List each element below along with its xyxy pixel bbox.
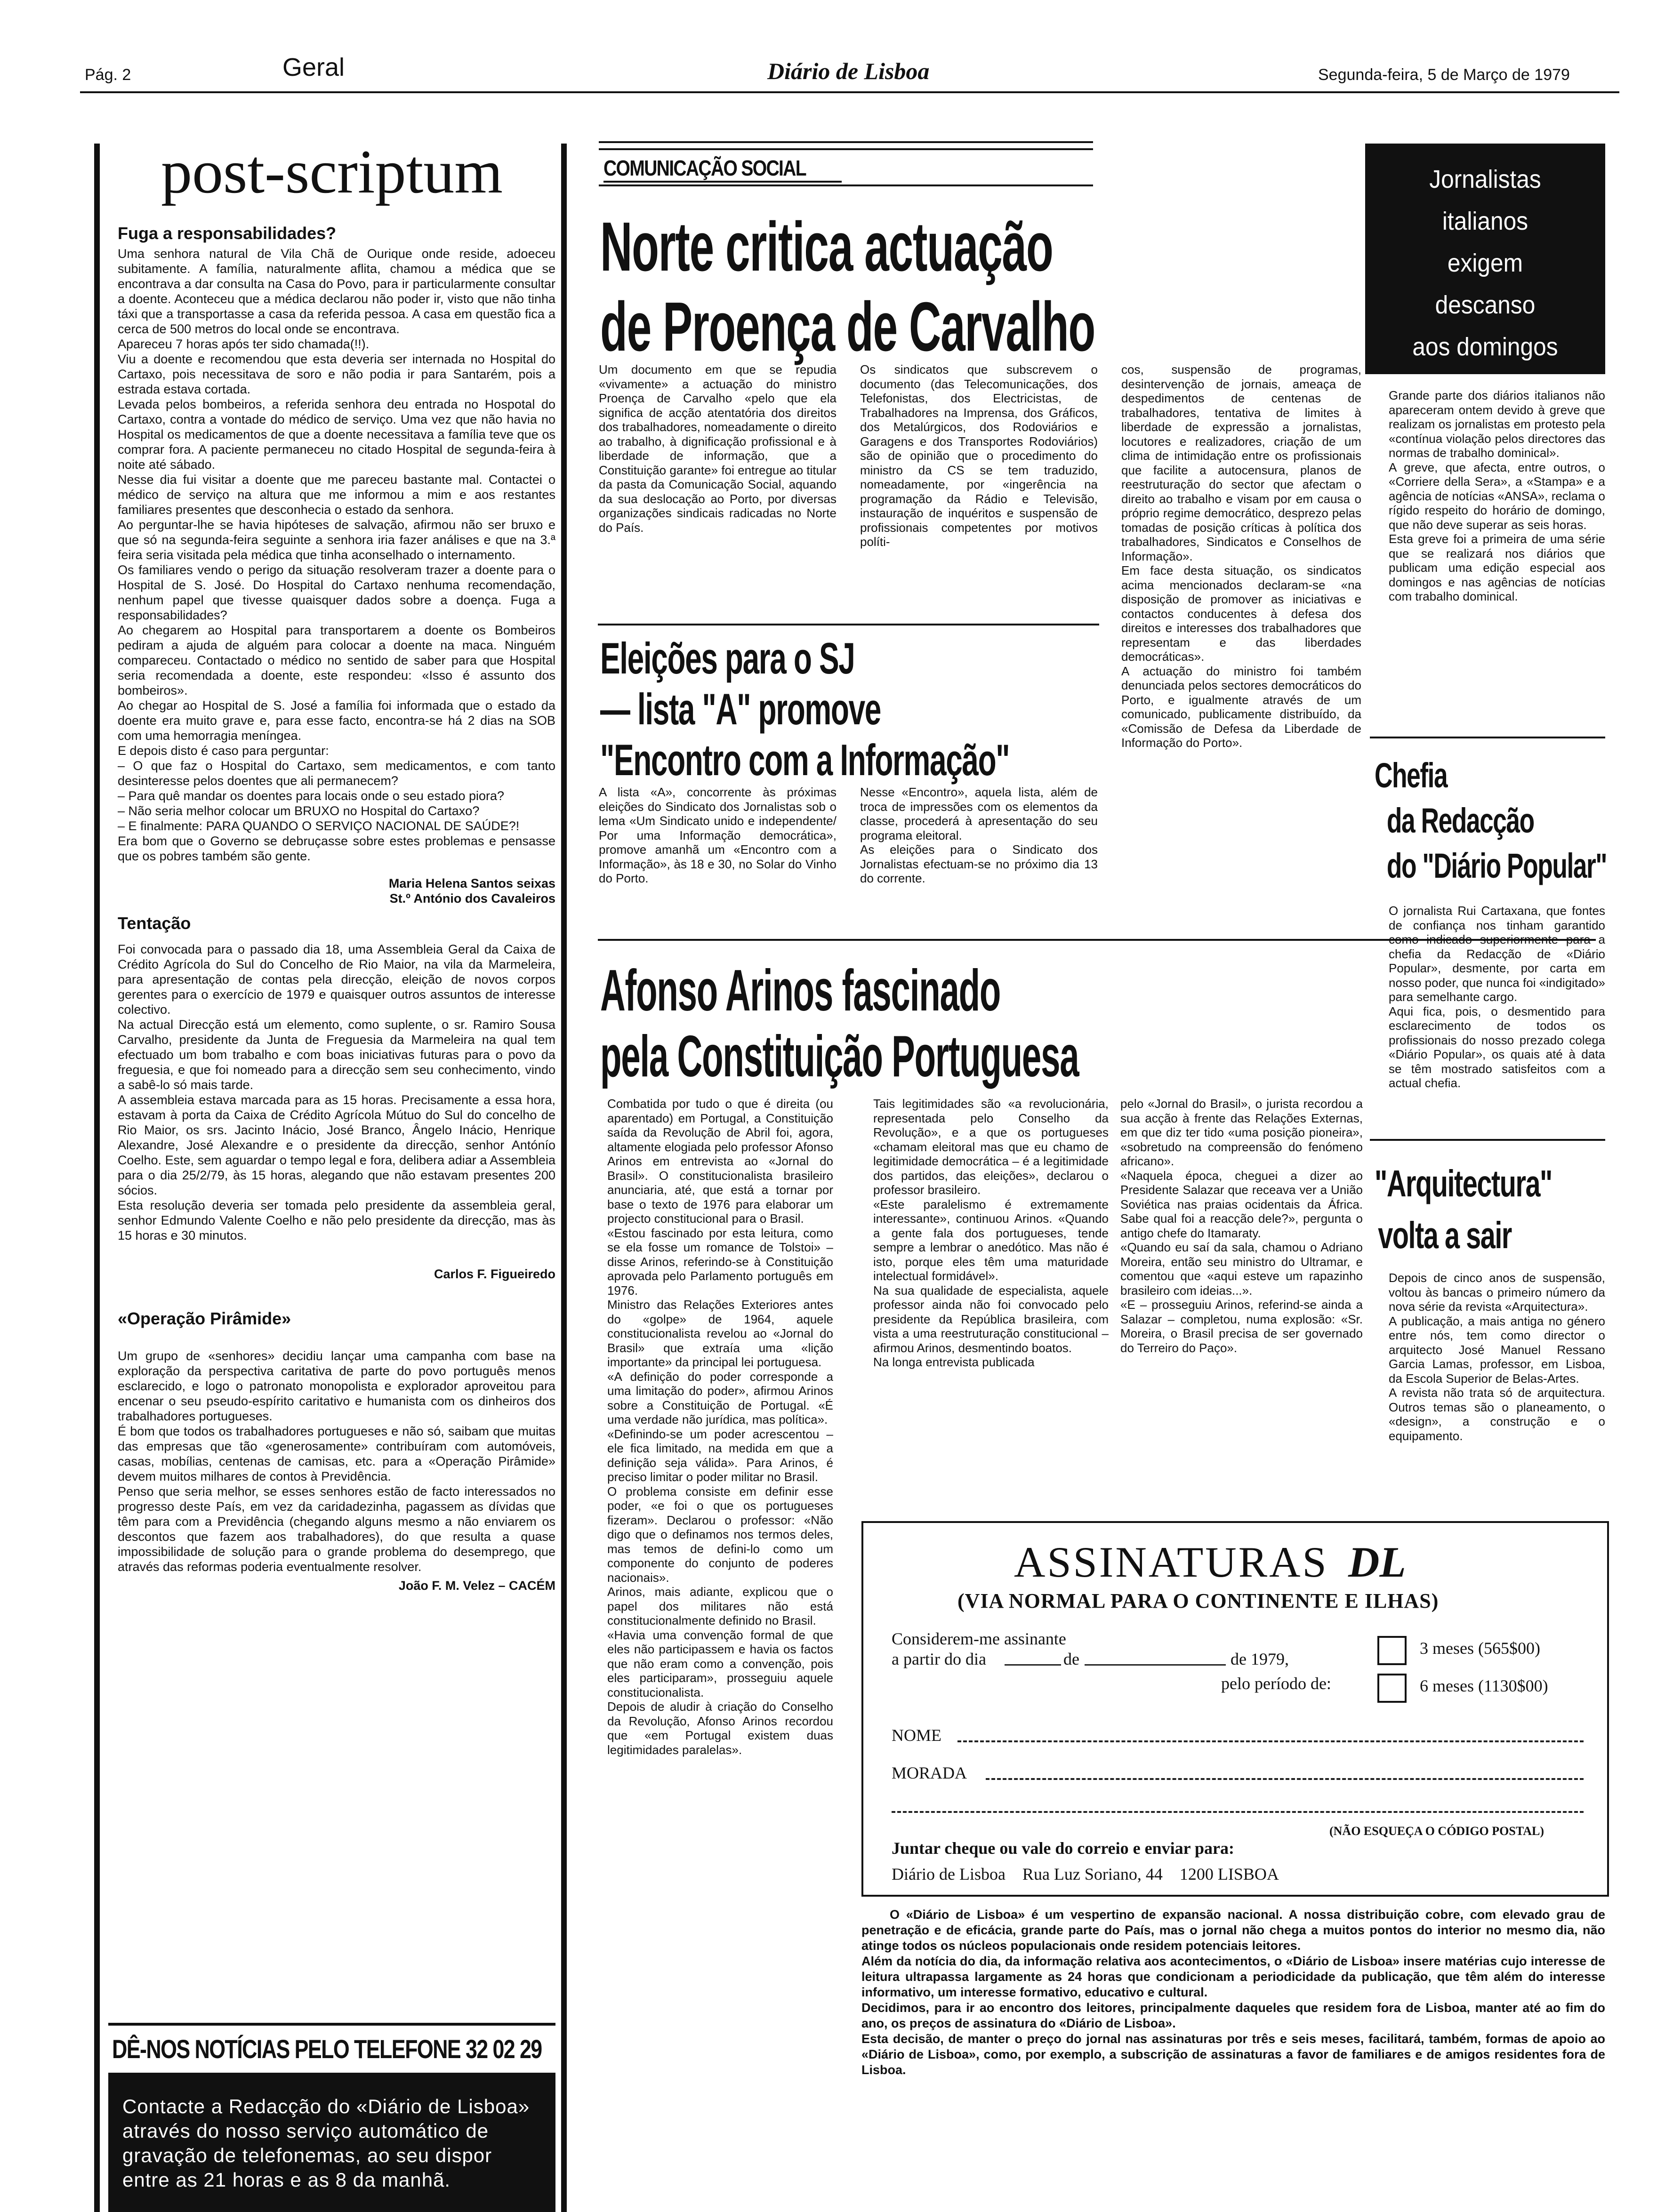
- article1-headline: [600, 207, 1118, 367]
- postscriptum-title: post-scriptum: [161, 137, 503, 206]
- option-6-months-checkbox[interactable]: [1377, 1674, 1407, 1703]
- send-instructions: Juntar cheque ou vale do correio e enviar para:: [892, 1839, 1234, 1858]
- form-line-1: Considerem-me assinante: [892, 1629, 1066, 1648]
- article3-col1: Combatida por tudo o que é direita (ou aparentado) em Portugal, a Constituição saída da Revolução de Abril foi, agora, altamente elogiada pelo professor Afonso Arinos em entrevista ao «Jornal do Brasil». O constitucionalista brasileiro anunciaria, até, que está a tornar por base o texto de 1976 para elaborar um projecto constitucional para o Brasil. «Estou fascinado por esta leitura, como se ela fosse um romance de Tolstoi» – disse Arinos, referindo-se à Constituição aprovada pelo Parlamento português em 1976. Ministro das Relações Exteriores antes do «golpe» de 1964, aquele constitucionalista revelou ao «Jornal do Brasil» que extraía uma «lição importante» da principal lei portuguesa. «A definição do poder corresponde a uma limitação do poder», afirmou Arinos sobre a Constituição de Portugal. «É uma verdade não jurídica, mas política». «Definindo-se um poder acrescentou – ele fica limitado, na medida em que a definição seja válida». Para Arinos, é preciso limitar o poder militar no Brasil. O problema consiste em definir esse poder, «e foi o que os portugueses fizeram». Declarou o professor: «Não digo que o definamos nos termos deles, mas temos de defini-lo como um componente do conjunto de poderes nacionais». Arinos, mais adiante, explicou que o papel dos militares não está constitucionalmente definido no Brasil. «Havia uma convenção formal de que eles não participassem e havia os factos que não eram como a convenção, pois eles participaram», prosseguiu aquele constitucionalista. Depois de aludir à criação do Conselho da Revolução, Afonso Arinos recordou que «em Portugal existem duas legitimidades paralelas».: [607, 1097, 833, 1757]
- phone-banner: [108, 2023, 555, 2076]
- divider: [1370, 737, 1605, 738]
- ps-letter-heading: Tentação: [118, 914, 191, 933]
- section-label: [603, 155, 842, 183]
- italian-journalists-box: [1365, 144, 1605, 374]
- month-field[interactable]: [1085, 1664, 1226, 1666]
- ps-left-bar: [94, 144, 100, 2212]
- headline-line: da Redacção: [1386, 801, 1534, 840]
- headline-line: pela Constituição Portuguesa: [600, 1024, 1079, 1089]
- day-field[interactable]: [1005, 1664, 1061, 1666]
- italian-box-title: Jornalistas italianos exigem descanso aos domingos: [1412, 165, 1558, 361]
- article1-col2: Os sindicatos que subscrevem o documento (das Telecomunicações, dos Telefonistas, dos Electricistas, de Trabalhadores na Imprensa, dos Gráficos, dos Metalúrgicos, dos Rodoviários e Garagens e dos Transportes Rodoviários) são de opinião que o procedimento do ministro da CS se tem traduzido, nomeadamente, por «ingerência na programação da Rádio e Televisão, instauração de inquéritos e suspensão de profissionais competentes por motivos políti-: [860, 362, 1098, 549]
- option-3-months-checkbox[interactable]: [1377, 1636, 1407, 1665]
- article3-col2: Tais legitimidades são «a revolucionária, representada pelo Conselho da Revolução», e a que os portugueses «chamam eleitoral mas que eu chamo de legitimidade democrática – é a legitimidade dos partidos, das eleições», declarou o professor brasileiro. «Este paralelismo é extremamente interessante», continuou Arinos. «Quando a gente fala dos portugueses, tende sempre a lembrar o anedótico. Mas não é isto, porque eles têm uma maturidade intelectual formidável». Na sua qualidade de especialista, aquele professor ainda não foi convocado pelo presidente da República brasileira, com vista a uma reestruturação constitucional – afirmou Arinos, desmentindo boatos. Na longa entrevista publicada: [873, 1097, 1109, 1369]
- ps-letter-heading: Fuga a responsabilidades?: [118, 224, 337, 243]
- option-3-months-label: 3 meses (565$00): [1420, 1639, 1540, 1658]
- headline-line: — lista "A" promove: [600, 684, 881, 734]
- ps-letter-body: Um grupo de «senhores» decidiu lançar uma campanha com base na exploração da perspectiva caritativa de parte do povo português menos esclarecido, e logo o patronato monopolista e explorador aproveitou para encenar o seu pseudo-espírito caritativo e humanista com os dinheiros dos trabalhadores portugueses. É bom que todos os trabalhadores portugueses e não só, saibam que muitas das empresas que tão «generosamente» contribuíram com automóveis, casas, mobílias, centenas de camisas, etc. para a «Operação Pirâmide» devem muitos milhares de contos à Previdência. Penso que seria melhor, se esses senhores estão de facto interessados no progresso deste País, em vez da caridadezinha, pagassem as dívidas que têm para com a Previdência (chegando alguns mesmo a não enviarem os descontos que fazem aos trabalhadores), do que resulta a quase impossibilidade de solução para o grande problema do desemprego, que através das reformas poderia eventualmente resolver.: [118, 1349, 555, 1574]
- subscription-title: ASSINATURAS: [1014, 1538, 1328, 1586]
- subscription-subtitle: (VIA NORMAL PARA O CONTINENTE E ILHAS): [957, 1589, 1439, 1612]
- headline-line: volta a sair: [1378, 1214, 1512, 1256]
- ps-letter-1: [118, 224, 555, 1593]
- ps-letter-signature: Maria Helena Santos seixas St.º António dos Cavaleiros: [388, 876, 555, 906]
- period-label: pelo período de:: [1221, 1674, 1331, 1693]
- issue-date: Segunda-feira, 5 de Março de 1979: [1318, 66, 1570, 84]
- divider: [598, 624, 1099, 625]
- ps-right-bar: [561, 144, 567, 2212]
- address-field-2[interactable]: [892, 1811, 1584, 1813]
- section-rule-bottom: [599, 184, 1093, 186]
- form-line-2b: de: [1063, 1650, 1079, 1668]
- italian-article-body: Grande parte dos diários italianos não apareceram ontem devido à greve que realizam os jornalistas em protesto pela «contínua violação pelos directores das normas de trabalho dominical». A greve, que afecta, entre outros, o «Corriere della Sera», a «Stampa» e a agência de notícias «ANSA», reclama o rígido respeito do horário de domingo, que não deve superar as seis horas. Esta greve foi a primeira de uma série que se realizará nos diários que publicam uma edição especial aos domingos e nas agências de notícias com trabalho dominical.: [1389, 388, 1605, 603]
- ps-letter-signature: João F. M. Velez – CACÉM: [398, 1579, 555, 1593]
- ps-letter-heading: «Operação Pirâmide»: [118, 1309, 291, 1328]
- chefia-headline: [1375, 753, 1610, 889]
- headline-line: Afonso Arinos fascinado: [600, 958, 1001, 1023]
- headline-line: do "Diário Popular": [1386, 846, 1607, 885]
- ps-letter-body: Foi convocada para o passado dia 18, uma Assembleia Geral da Caixa de Crédito Agrícola do Sul do Concelho de Rio Maior, na vila da Marmeleira, para apresentação de contas pela direcção, eleição de novos corpos gerentes para o exercício de 1979 e quaisquer outros assuntos de interesse colectivo. Na actual Direcção está um elemento, como suplente, o sr. Ramiro Sousa Carvalho, presidente da Junta de Freguesia da Marmeleira na qual tem efectuado um bom trabalho e com boas iniciativas futuras para o povo da freguesia, e que foi nomeado para a direcção sem seu conhecimento, vindo a sabê-lo só mais tarde. A assembleia estava marcada para as 15 horas. Precisamente a essa hora, estavam à porta da Caixa de Crédito Agrícola Mútuo do Sul do concelho de Rio Maior, os srs. Jacinto Inácio, José Branco, Ângelo Inácio, Henrique Alexandre, José Alexandre e o presidente da direcção, senhor Antónío Coelho. Este, sem aguardar o tempo legal e fora, delibera adiar a Assembleia para o dia 25/2/79, às 15 horas, alegando que não estavam presentes 200 sócios. Esta resolução deveria ser tomada pelo presidente da assembleia geral, senhor Edmundo Valente Coelho e não pelo presidente da direcção, mas às 15 horas e 30 minutos.: [118, 942, 555, 1242]
- distribution-notice: O «Diário de Lisboa» é um vespertino de expansão nacional. A nossa distribuição cobre, com elevado grau de penetração e de eficácia, grande parte do País, mas o jornal não chega a muitos pontos do interior no mesmo dia, não atinge todos os núcleos populacionais onde residem potenciais leitores. Além da notícia do dia, da informação relativa aos acontecimentos, o «Diário de Lisboa» insere matérias cujo interesse de leitura ultrapassa largamente as 24 horas que condicionam a periodicidade da publicação, que têm além do interesse informativo, um interesse formativo, educativo e cultural. Decidimos, para ir ao encontro dos leitores, principalmente daqueles que residem fora de Lisboa, manter até ao fim do ano, os preços de assinatura do «Diário de Lisboa». Esta decisão, de manter o preço do jornal nas assinaturas por três e seis meses, facilitará, também, formas de apoio ao «Diário de Lisboa», como, por exemplo, a subscrição de assinaturas a favor de familiares e de amigos residentes fora de Lisboa.: [861, 1907, 1605, 2077]
- phone-box: [108, 2076, 555, 2212]
- article3-col3: pelo «Jornal do Brasil», o jurista recordou a sua acção à frente das Relações Externas, em que diz ter tido «uma posição pioneira», «sobretudo na compreensão do fenómeno africano». «Naquela época, cheguei a dizer ao Presidente Salazar que receava ver a União Soviética nas praias ocidentais da África. Sabe qual foi a reacção dele?», pergunta o antigo chefe do Itamaraty. «Quando eu saí da sala, chamou o Adriano Moreira, então seu ministro do Ultramar, e comentou que «aqui esteve um rapazinho brasileiro com ideias...». «E – prosseguiu Arinos, referind-se ainda a Salazar – completou, numa explosão: «Sr. Moreira, o Brasil precisa de ser governado do Terreiro do Paço».: [1120, 1097, 1363, 1355]
- postal-note: (NÃO ESQUEÇA O CÓDIGO POSTAL): [1329, 1824, 1544, 1838]
- article2-col2: Nesse «Encontro», aquela lista, além de troca de impressões com os elementos da classe, procederá à apresentação do seu programa eleitoral. As eleições para o Sindicato dos Jornalistas efectuam-se no próximo dia 13 do corrente.: [860, 785, 1098, 885]
- form-line-2a: a partir do dia: [892, 1650, 986, 1668]
- article1-col1: Um documento em que se repudia «vivamente» a actuação do ministro Proença de Carvalho «pelo que ela significa de acção atentatória dos direitos dos trabalhadores, nomeadamente o direito ao trabalho, à dignificação profissional e à liberdade de informação, que a Constituição garante» foi entregue ao titular da pasta da Comunicação Social, aquando da sua deslocação ao Porto, por diversas organizações sindicais radicadas no Norte do País.: [599, 362, 837, 535]
- headline-line: Chefia: [1375, 756, 1448, 795]
- chefia-body: O jornalista Rui Cartaxana, que fontes de confiança nos tinham garantido como indicado superiormente para a chefia da Redacção de «Diário Popular», desmente, por carta em nosso poder, que nunca foi «indigitado» para semelhante cargo. Aqui fica, pois, o desmentido para esclarecimento de todos os profissionais do nosso prezado colega «Diário Popular», os quais até à data se têm mostrado satisfeitos com a actual chefia.: [1389, 904, 1605, 1090]
- ps-letter-signature: Carlos F. Figueiredo: [434, 1267, 555, 1281]
- subscription-logo: DL: [1348, 1538, 1406, 1586]
- page-number: Pág. 2: [85, 66, 131, 84]
- headline-line: "Arquitectura": [1375, 1162, 1552, 1204]
- headline-line: Norte critica actuação: [600, 208, 1053, 286]
- name-label: NOME: [892, 1726, 941, 1745]
- send-address: Diário de Lisboa Rua Luz Soriano, 44 1200 LISBOA: [892, 1865, 1279, 1883]
- article1-col3: cos, suspensão de programas, desintervenção de jornais, ameaça de despedimentos de centenas de trabalhadores, tentativa de limites à liberdade de expressão a jornalistas, locutores e realizadores, criação de um clima de intimidação entre os profissionais que facilite a autocensura, planos de reestruturação do sector que afectam o direito ao trabalho e visam por em causa o próprio regime democrático, desprezo pelas tomadas de posição críticas à política dos trabalhadores, Sindicatos e Conselhos de Informação». Em face desta situação, os sindicatos acima mencionados declaram-se «na disposição de promover as iniciativas e contactos conducentes à defesa dos direitos e interesses dos trabalhadores que representam e das liberdades democráticas». A actuação do ministro foi também denunciada pelos sectores democráticos do Porto, e igualmente através de um comunicado, publicamente distribuído, da «Comissão de Defesa da Liberdade de Informação do Porto».: [1121, 362, 1361, 750]
- headline-line: "Encontro com a Informação": [600, 735, 1010, 785]
- address-label: MORADA: [892, 1763, 967, 1782]
- name-field[interactable]: [957, 1740, 1584, 1742]
- arquitectura-body: Depois de cinco anos de suspensão, voltou às bancas o primeiro número da nova série da revista «Arquitectura». A publicação, a mais antiga no género entre nós, tem como director o arquitecto José Manuel Ressano Garcia Lamas, professor, em Lisboa, da Escola Superior de Belas-Artes. A revista não trata só de arquitectura. Outros temas são o planeamento, o «design», a construção e o equipamento.: [1389, 1271, 1605, 1443]
- headline-line: de Proença de Carvalho: [600, 288, 1095, 366]
- section-label-text: COMUNICAÇÃO SOCIAL: [603, 156, 806, 180]
- option-6-months-label: 6 meses (1130$00): [1420, 1676, 1548, 1695]
- subscription-form: [861, 1521, 1609, 1897]
- ps-letter-body: Uma senhora natural de Vila Chã de Ourique onde reside, adoeceu subitamente. A família, naturalmente aflita, chamou a médica que se encontrava a dar consulta na Casa do Povo, para ir particularmente consultar a doente. Aconteceu que a médica declarou não poder ir, visto que não tinha táxi que a transportasse a casa da referida pessoa. A casa em questão fica a cerca de 500 metros do local onde se encontrava. Apareceu 7 horas após ter sido chamada(!!). Viu a doente e recomendou que esta deveria ser internada no Hospital do Cartaxo, pois necessitava de soro e não podia ir para Santarém, pois a estrada estava cortada. Levada pelos bombeiros, a referida senhora deu entrada no Hospotal do Cartaxo, contra a vontade do médico de serviço. Uma vez que não havia no Hospital os medicamentos de que a doente necessitava a família teve que os comprar fora. A paciente permaneceu no citado Hospital de segunda-feira à noite até sábado. Nesse dia fui visitar a doente que me pareceu bastante mal. Contactei o médico de serviço na altura que me informou a mim e aos restantes familiares presentes que desconhecia o estado da senhora. Ao perguntar-lhe se havia hipóteses de salvação, afirmou não ser bruxo e que só na segunda-feira seguinte a senhora iria fazer análises e que na 3.ª feira seria visitada pela médica que tinha aconselhado o internamento. Os familiares vendo o perigo da situação resolveram trazer a doente para o Hospital de S. José. Do Hospital do Cartaxo nenhuma recomendação, nenhum papel que tivesse quaisquer dados sobre a doença. Fuga a responsabilidades? Ao chegarem ao Hospital para transportarem a doente os Bombeiros pediram a ajuda de alguém para colocar a doente na maca. Ninguém compareceu. Contactado o médico no sentido de saber para que Hospital seria recomendada a doente, este respondeu: «Isso é assunto dos bombeiros». Ao chegar ao Hospital de S. José a família foi informada que o estado da doente era muito grave e, para esse facto, encontra-se há 2 dias na SOB com uma hemorragia meníngea. E depois disto é caso para perguntar: – O que faz o Hospital do Cartaxo, sem medicamentos, e com tanto desinteresse pelos doentes que ali permanecem? – Para quê mandar os doentes para locais onde o seu estado piora? – Não seria melhor colocar um BRUXO no Hospital do Cartaxo? – E finalmente: PARA QUANDO O SERVIÇO NACIONAL DE SAÚDE?! Era bom que o Governo se debruçasse sobre estes problemas e pensasse que os pobres também são gente.: [118, 247, 555, 863]
- masthead: Diário de Lisboa: [767, 58, 930, 84]
- arquitectura-headline: [1375, 1158, 1610, 1261]
- section-rule-top: [599, 141, 1093, 143]
- article2-col1: A lista «A», concorrente às próximas eleições do Sindicato dos Jornalistas sob o lema «Um Sindicato unido e independente/ Por uma Informação democrática», promove amanhã um «Encontro com a Informação», às 18 e 30, no Solar do Vinho do Porto.: [599, 785, 837, 885]
- headline-line: Eleições para o SJ: [600, 633, 855, 683]
- header-rule: [80, 91, 1619, 93]
- divider: [1370, 1139, 1605, 1141]
- section-name: Geral: [282, 53, 345, 81]
- phone-banner-text: DÊ-NOS NOTÍCIAS PELO TELEFONE 32 02 29: [112, 2034, 542, 2064]
- address-field[interactable]: [986, 1778, 1584, 1780]
- section-rule-top-2: [599, 148, 1093, 150]
- article2-headline: [600, 633, 1118, 785]
- form-line-2c: de 1979,: [1231, 1650, 1289, 1668]
- article3-headline: [600, 958, 1400, 1090]
- phone-box-text: Contacte a Redacção do «Diário de Lisboa» através do nosso serviço automático de gravação de telefonemas, ao seu dispor entre as 21 horas e as 8 da manhã.: [122, 2095, 530, 2191]
